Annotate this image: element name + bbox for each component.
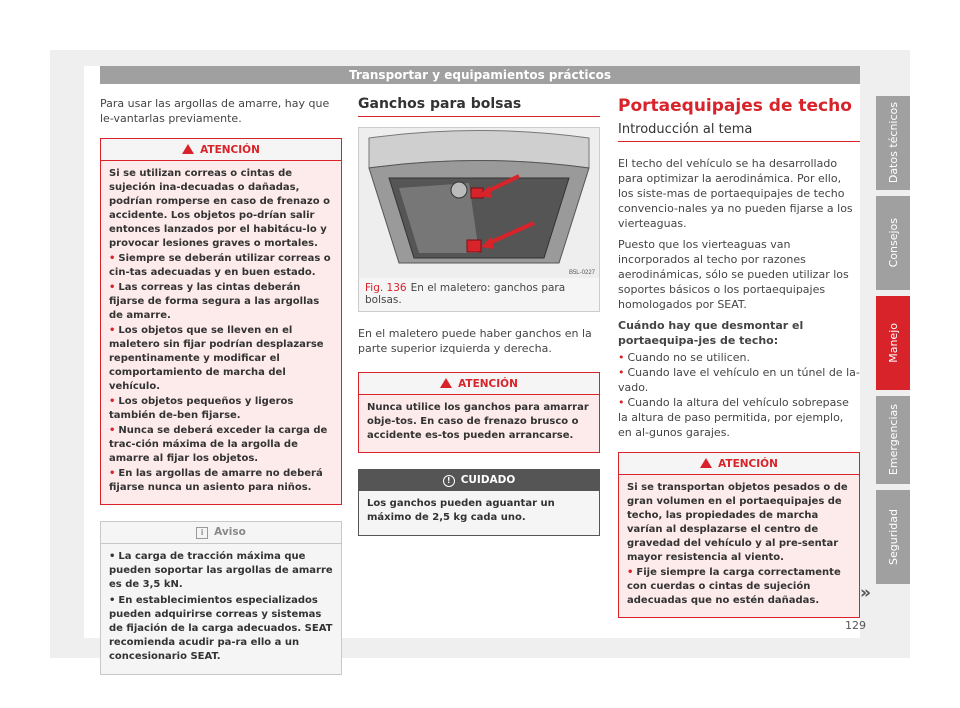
note-item: • En establecimientos especializados pueden adquirirse correas y sistemas de fijación de la carga adecuados. SEAT recomienda acudir pa-ra ello a un concesionario SEAT. <box>109 595 333 662</box>
warning-body <box>619 475 859 617</box>
paragraph-1: El techo del vehículo se ha desarrollado para optimizar la aerodinámica. Por ello, los siste-mas de portaequipajes de techo convencio-nales ya no pueden fijarse a los vierteaguas. <box>618 157 853 230</box>
info-icon: i <box>196 527 208 539</box>
warning-item: • Los objetos pequeños y ligeros también de-ben fijarse. <box>109 396 294 421</box>
tab-consejos[interactable]: Consejos <box>876 196 910 290</box>
warning-icon <box>440 378 452 388</box>
tab-manejo[interactable]: Manejo <box>876 296 910 390</box>
warning-title: ATENCIÓN <box>200 144 260 156</box>
warning-box-portaequipajes <box>618 452 860 618</box>
warning-item: • Fije siempre la carga correctamente con cuerdas o cintas de sujeción adecuadas que no estén dañadas. <box>627 567 841 606</box>
caution-box <box>358 469 600 536</box>
bullet-icon: • <box>109 282 116 293</box>
note-item: • La carga de tracción máxima que pueden soportar las argollas de amarre es de 3,5 kN. <box>109 551 333 590</box>
warning-item: • Nunca se deberá exceder la carga de trac-ción máxima de la argolla de amarre al fijar los objetos. <box>109 425 328 464</box>
bullet-icon: • <box>109 253 116 264</box>
continued-icon: » <box>860 583 871 603</box>
list-item: • Cuando la altura del vehículo sobrepase la altura de paso permitida, por ejemplo, en al-gunos garajes. <box>618 396 849 439</box>
page-number: 129 <box>845 619 866 632</box>
intro-text: Para usar las argollas de amarre, hay que le-vantarlas previamente. <box>100 97 330 125</box>
warning-text: Nunca utilice los ganchos para amarrar obje-tos. En caso de frenazo brusco o accidente es-tos pueden arrancarse. <box>367 402 589 441</box>
warning-icon <box>700 458 712 468</box>
bullet-icon: • <box>109 396 116 407</box>
ganchos-text: En el maletero puede haber ganchos en la parte superior izquierda y derecha. <box>358 327 592 355</box>
caution-body <box>359 491 599 535</box>
tab-seguridad[interactable]: Seguridad <box>876 490 910 584</box>
bullet-icon: • <box>109 425 116 436</box>
warning-header: ATENCIÓN <box>619 453 859 475</box>
list-item: • Cuando no se utilicen. <box>618 351 751 364</box>
note-header <box>101 522 341 544</box>
figure-caption <box>359 278 599 311</box>
warning-body <box>101 161 341 504</box>
bullet-icon: • <box>109 468 116 479</box>
warning-lead: Si se transportan objetos pesados o de gran volumen en el portaequipajes de techo, las propiedades de marcha varían al desplazarse el centro de gravedad del vehículo y al pre-sentar mayor resistencia al viento. <box>627 482 848 563</box>
note-box <box>100 521 342 675</box>
column-2 <box>358 96 600 536</box>
caution-icon: ! <box>443 475 455 487</box>
question-heading: Cuándo hay que desmontar el portaequipa-jes de techo: <box>618 319 804 347</box>
warning-item: • En las argollas de amarre no deberá fijarse nunca un asiento para niños. <box>109 468 323 493</box>
warning-body <box>359 395 599 452</box>
warning-item: • Los objetos que se lleven en el maletero sin fijar podrían desplazarse repentinamente y modificar el comportamiento de marcha del vehículo. <box>109 325 324 392</box>
figure-caption-text: En el maletero: ganchos para bolsas. <box>365 282 566 306</box>
bullet-icon: • <box>109 325 116 336</box>
figure-code: B5L-0227 <box>568 270 595 276</box>
trunk-illustration <box>359 128 599 278</box>
warning-header <box>101 139 341 161</box>
chapter-header: Transportar y equipamientos prácticos <box>100 66 860 84</box>
note-title: Aviso <box>214 526 246 538</box>
section-title-portaequipajes: Portaequipajes de techo <box>618 96 852 116</box>
warning-icon <box>182 144 194 154</box>
warning-box-ganchos <box>358 372 600 453</box>
note-body <box>101 544 341 674</box>
paragraph-2: Puesto que los vierteaguas van incorporados al techo por razones aerodinámicas, sólo se pueden utilizar los soportes básicos o los portaequipajes homologados por SEAT. <box>618 238 849 311</box>
tab-emergencias[interactable]: Emergencias <box>876 396 910 484</box>
warning-box <box>100 138 342 505</box>
figure <box>358 127 600 312</box>
figure-number: Fig. 136 <box>365 282 407 294</box>
list-item: • Cuando lave el vehículo en un túnel de la-vado. <box>618 366 860 394</box>
caution-text: Los ganchos pueden aguantar un máximo de 2,5 kg cada uno. <box>367 498 555 523</box>
column-1 <box>100 96 342 675</box>
column-3 <box>618 96 860 618</box>
section-title-ganchos: Ganchos para bolsas <box>358 96 600 117</box>
warning-header: ATENCIÓN <box>359 373 599 395</box>
warning-item: • Siempre se deberán utilizar correas o cin-tas adecuadas y en buen estado. <box>109 253 331 278</box>
warning-lead: Si se utilizan correas o cintas de sujeción ina-decuadas o dañadas, podrían romperse en caso de frenazo o accidente. Los objetos po-drían salir entonces lanzados por el habitácu-lo y provocar lesiones graves o mortales. <box>109 168 330 249</box>
tab-datos-tecnicos[interactable]: Datos técnicos <box>876 96 910 190</box>
subsection-title: Introducción al tema <box>618 122 860 142</box>
caution-header: ! CUIDADO <box>359 470 599 491</box>
warning-item: • Las correas y las cintas deberán fijarse de forma segura a las argollas de amarre. <box>109 282 320 321</box>
